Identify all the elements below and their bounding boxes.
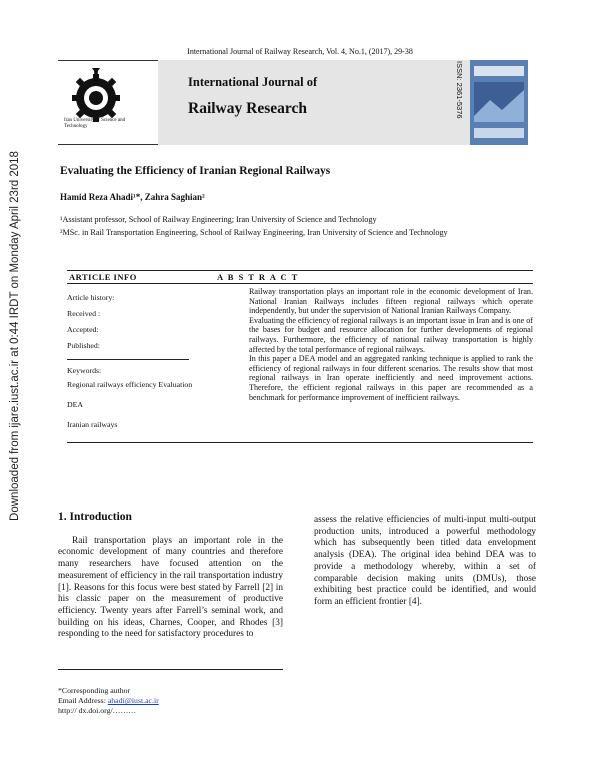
divider — [67, 442, 533, 443]
keyword-item: DEA — [67, 400, 84, 409]
email-link[interactable]: ahadi@iust.ac.ir — [107, 696, 159, 705]
article-history-label: Article history: — [67, 293, 115, 302]
intro-right-column — [314, 515, 536, 609]
accepted-label: Accepted: — [67, 325, 99, 334]
body-paragraph: Rail transportation plays an important role in the economic development of many countries and therefore many researchers have focused attention on the measurement of efficiency in the rail transportation industry [1]. Reasons for this focus were best stated by Farrell [2] in his classic paper on the measurement of productive efficiency. Twenty years after Farrell’s seminal work, and building on his ideas, Charnes, Cooper, and Rhodes [3] responding to the need for satisfactory procedures to — [58, 535, 283, 640]
journal-title-line1: International Journal of — [188, 75, 318, 89]
download-watermark: Downloaded from ijare.iust.ac.ir at 0:44 IRDT on Monday April 23rd 2018 — [9, 151, 21, 521]
email-line: Email Address: ahadi@iust.ac.ir — [58, 696, 159, 705]
keyword-item: Regional railways efficiency Evaluation — [67, 380, 193, 389]
university-logo: Iran University of Science and Technology — [58, 60, 158, 145]
divider — [67, 359, 189, 360]
article-info-heading: ARTICLE INFO — [69, 272, 137, 282]
intro-left-column — [58, 512, 283, 641]
keywords-label: Keywords: — [67, 366, 102, 375]
paper-authors: Hamid Reza Ahadi¹*, Zahra Saghian² — [60, 192, 205, 202]
journal-citation: International Journal of Railway Research, Vol. 4, No.1, (2017), 29-38 — [187, 47, 413, 56]
affiliation-2: ²MSc. in Rail Transportation Engineering, School of Railway Engineering, Iran University of Science and Technology — [60, 228, 448, 237]
article-info-panel — [67, 284, 217, 439]
abstract-paragraph: Evaluating the efficiency of regional railways is an important issue in Iran and is one of the bases for budget and resource allocation for further developments of regional railways. Furthermore, the efficiency of national railway transportation is highly affected by the total performance of regional railways. — [249, 315, 533, 354]
journal-header — [58, 60, 528, 145]
corresponding-author-note: *Corresponding author — [58, 686, 131, 695]
abstract-body — [217, 284, 533, 439]
issn-label: ISSN: 2361-5376 — [455, 61, 464, 119]
received-label: Received : — [67, 309, 101, 318]
journal-title-line2: Railway Research — [188, 100, 307, 117]
footnote-divider — [58, 669, 283, 670]
journal-cover-thumbnail — [470, 60, 528, 145]
body-paragraph: assess the relative efficiencies of multi-input multi-output production units, introduced a powerful methodology which has subsequently been titled data envelopment analysis (DEA). The original idea behind DEA was to provide a methodology whereby, within a set of comparable decision making units (DMUs), those exhibiting best practice could be identified, and would form an efficient frontier [4]. — [314, 515, 536, 607]
section-heading: 1. Introduction — [58, 511, 132, 523]
footnote — [58, 686, 159, 716]
affiliation-1: ¹Assistant professor, School of Railway Engineering; Iran University of Science and Technology — [60, 215, 377, 224]
doi-link[interactable]: http:// dx.doi.org/……… — [58, 706, 137, 715]
article-info-box — [67, 270, 533, 443]
published-label: Published: — [67, 341, 100, 350]
paper-title: Evaluating the Efficiency of Iranian Regional Railways — [60, 165, 331, 177]
journal-title-panel — [158, 60, 528, 145]
abstract-paragraph: In this paper a DEA model and an aggregated ranking technique is applied to rank the efficiency of regional railways in four different scenarios. The results show that most regional railways in Iran operate inefficiently and need improvement actions. Therefore, the efficient regional railways in this paper are recommended as a benchmark for performance improvement of inefficient railways. — [249, 354, 533, 402]
abstract-heading: A B S T R A C T — [217, 272, 299, 282]
article-info-header — [67, 270, 533, 284]
abstract-paragraph: Railway transportation plays an important role in the economic development of Iran. National Iranian Railways includes fifteen regional railways which operate independently, but under the supervision of National Iranian Railways Company. — [249, 287, 533, 316]
keyword-item: Iranian railways — [67, 420, 118, 429]
